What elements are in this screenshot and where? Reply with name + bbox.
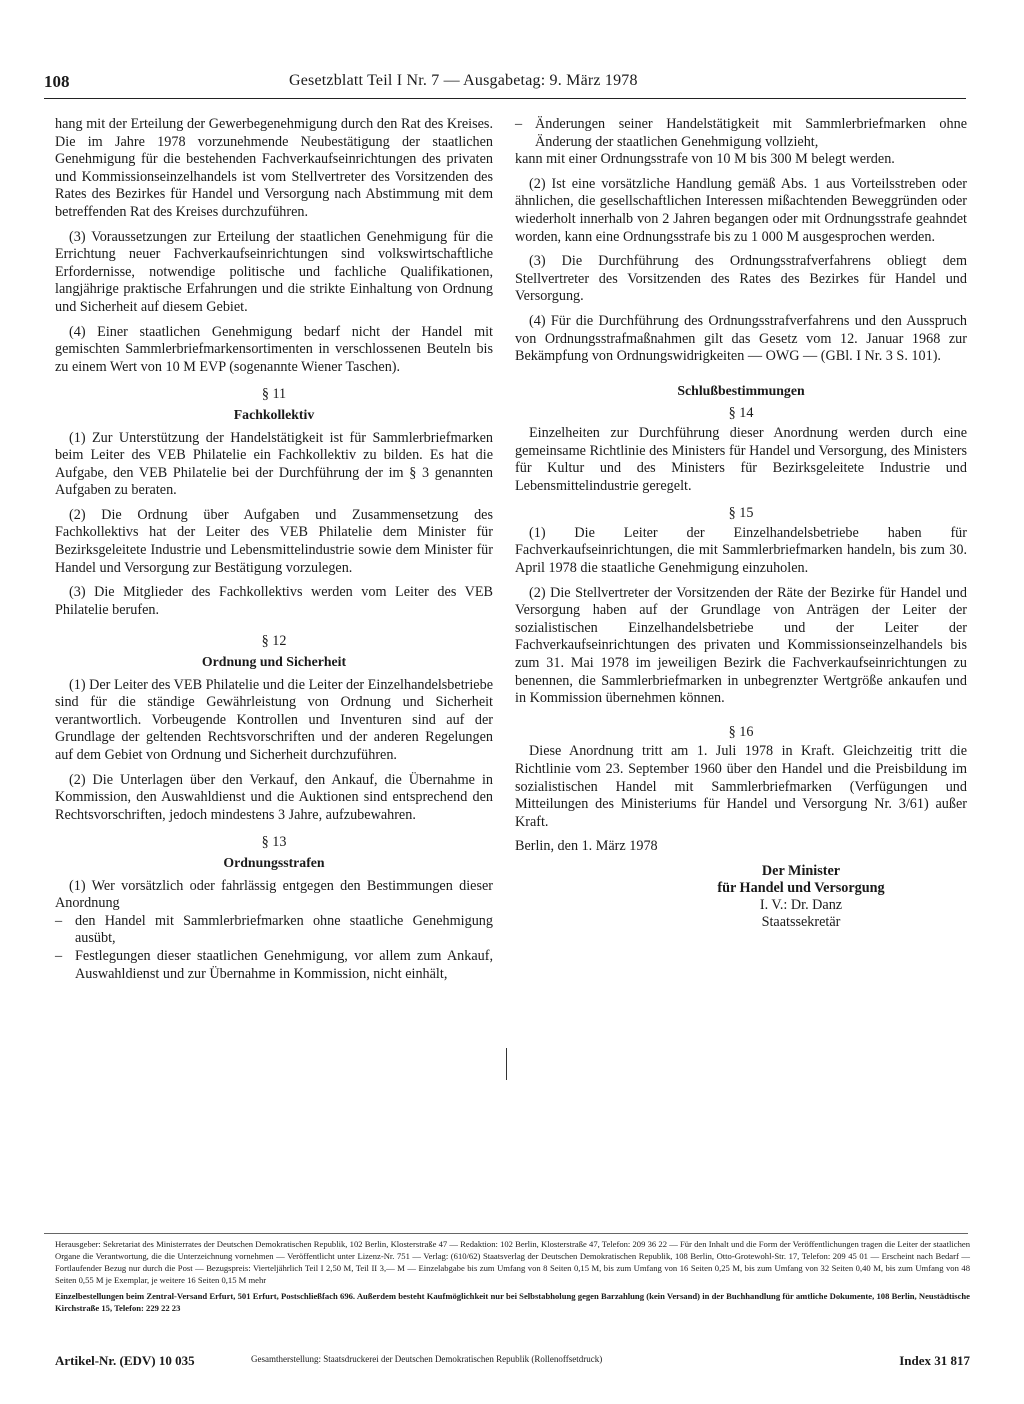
paragraph: (1) Wer vorsätzlich oder fahrlässig entgegen den Bestimmungen dieser Anordnung: [55, 877, 493, 912]
imprint: [55, 1238, 970, 1314]
signatory-role: Staatssekretär: [761, 913, 841, 930]
running-title: Gesetzblatt Teil I Nr. 7 — Ausgabetag: 9. März 1978: [289, 72, 638, 89]
paragraph: (3) Die Durchführung des Ordnungsstrafverfahrens obliegt dem Stellvertreter des Vorsitzenden des Rates des Bezirkes für Handel und Versorgung.: [515, 253, 967, 305]
section-title: Fachkollektiv: [233, 406, 315, 422]
section-number: § 13: [261, 834, 287, 851]
paragraph: kann mit einer Ordnungsstrafe von 10 M bis 300 M belegt werden.: [515, 151, 895, 168]
list-item-text: den Handel mit Sammlerbriefmarken ohne staatliche Genehmigung ausübt,: [75, 912, 493, 947]
page-number: 108: [44, 72, 70, 91]
signature-block: [635, 863, 967, 931]
article-number: Artikel-Nr. (EDV) 10 035: [55, 1353, 195, 1368]
list-item: [515, 116, 967, 151]
signatory-name: I. V.: Dr. Danz: [759, 896, 843, 913]
list-item: [55, 913, 493, 948]
footer: [55, 1353, 970, 1371]
list-item-text: Festlegungen dieser staatlichen Genehmigung, vor allem zum Ankauf, Auswahldienst und zur Übernahme in Kommission, nicht einhält,: [75, 947, 493, 982]
left-column: [55, 116, 493, 983]
list-item-text: Änderungen seiner Handelstätigkeit mit Sammlerbriefmarken ohne Änderung der staatlichen Genehmigung vollzieht,: [535, 116, 967, 150]
dash-marker: –: [515, 116, 523, 132]
paragraph: (1) Der Leiter des VEB Philatelie und die Leiter der Einzelhandelsbetriebe sind für die ständige Gewährleistung von Ordnung und Sicherheit verantwortlich. Vorbeugende Kontrollen und Inventuren sind auf der Grundlage der geltenden Rechtsvorschriften und der anderen Regelungen auf dem Gebiet von Ordnung und Sicherheit durchzuführen.: [55, 676, 493, 763]
section-title: Ordnung und Sicherheit: [201, 654, 347, 670]
signatory-title: Der Minister: [761, 862, 841, 879]
section-number: § 11: [261, 386, 287, 403]
paragraph: (1) Zur Unterstützung der Handelstätigkeit ist für Sammlerbriefmarken beim Leiter des VEB Philatelie ein Fachkollektiv zu bilden. Es hat die Aufgabe, den VEB Philatelie bei der Durchführung der im § 3 genannten Aufgaben zu beraten.: [55, 429, 493, 499]
section-title: Ordnungsstrafen: [223, 854, 325, 870]
paragraph: hang mit der Erteilung der Gewerbegenehmigung durch den Rat des Kreises. Die im Jahre 1978 vorzunehmende Neubestätigung der staatlichen Genehmigung für die bestehenden Fachverkaufseinrichtungen des privaten und Kommissionseinzelhandels ist vom Stellvertreter des Vorsitzenden des Rates des Bezirkes für Handel und Versorgung nach Abstimmung mit dem betreffenden Rat des Kreises durchzuführen.: [55, 116, 493, 220]
section-number: § 12: [261, 633, 287, 650]
paragraph: (1) Die Leiter der Einzelhandelsbetriebe haben für Fachverkaufseinrichtungen, die mit Sammlerbriefmarken handeln, bis zum 30. April 1978 die staatliche Genehmigung einzuholen.: [515, 524, 967, 577]
paragraph: (3) Die Mitglieder des Fachkollektivs werden vom Leiter des VEB Philatelie berufen.: [55, 584, 493, 618]
paragraph: (3) Voraussetzungen zur Erteilung der staatlichen Genehmigung für die Errichtung neuer Fachverkaufseinrichtungen sind volkswirtschaftliche Erfordernisse, notwendige politische und fachliche Qualifikationen, langjährige praktische Erfahrungen und die strikte Einhaltung von Ordnung und Sicherheit auf diesem Gebiet.: [55, 228, 493, 315]
paragraph: (4) Einer staatlichen Genehmigung bedarf nicht der Handel mit gemischten Sammlerbriefmarkensortimenten in verschlossenen Beuteln bis zu einem Wert von 10 M EVP (sogenannte Wiener Taschen).: [55, 323, 493, 375]
imprint-rule: [44, 1233, 968, 1234]
section-heading: Schlußbestimmungen: [677, 382, 805, 398]
paragraph: (2) Die Stellvertreter der Vorsitzenden der Räte der Bezirke für Handel und Versorgung haben auf der Grundlage von Anträgen der Leiter der sozialistischen Einzelhandelsbetriebe und der Leiter der Fachverkaufseinrichtungen des privaten und Kommissionseinzelhandels bis zum 31. Mai 1978 im jeweiligen Bezirk die Fachverkaufseinrichtungen zu benennen, die Sammlerbriefmarken in unbegrenzter Wertgröße ankaufen und in Kommission übernehmen können.: [515, 584, 967, 707]
section-number: § 14: [728, 405, 754, 422]
dash-marker: –: [55, 947, 63, 964]
section-number: § 15: [728, 505, 754, 522]
page-header: [44, 72, 966, 100]
section-number: § 16: [728, 723, 754, 740]
paragraph: (2) Die Unterlagen über den Verkauf, den Ankauf, die Übernahme in Kommission, den Auswahldienst und die Auktionen sind entsprechend den Rechtsvorschriften, jedoch mindestens 3 Jahre, aufzubewahren.: [55, 771, 493, 823]
paragraph: (4) Für die Durchführung des Ordnungsstrafverfahrens und den Ausspruch von Ordnungsstrafmaßnahmen gilt das Gesetz vom 12. Januar 1968 zur Bekämpfung von Ordnungswidrigkeiten — OWG — (GBl. I Nr. 3 S. 101).: [515, 312, 967, 365]
dash-marker: –: [55, 912, 63, 929]
paragraph: Diese Anordnung tritt am 1. Juli 1978 in Kraft. Gleichzeitig tritt die Richtlinie vom 23. September 1960 über den Handel und die Preisbildung im sozialistischen Handel mit Sammlerbriefmarken (Verfügungen und Mitteilungen des Ministeriums für Handel und Versorgung Nr. 3/61) außer Kraft.: [515, 743, 967, 830]
paragraph: (2) Die Ordnung über Aufgaben und Zusammensetzung des Fachkollektivs hat der Leiter des VEB Philatelie dem Minister für Bezirksgeleitete Industrie und Lebensmittelindustrie sowie dem Minister für Handel und Versorgung zur Bestätigung vorzulegen.: [55, 506, 493, 576]
header-rule: [44, 98, 966, 99]
right-column: [515, 116, 967, 931]
list-item: [55, 948, 493, 983]
paragraph: Einzelheiten zur Durchführung dieser Anordnung werden durch eine gemeinsame Richtlinie des Ministers für Handel und Versorgung, des Ministers für Kultur und des Ministers für Bezirksgeleitete Industrie und Lebensmittelindustrie geregelt.: [515, 424, 967, 494]
paragraph: (2) Ist eine vorsätzliche Handlung gemäß Abs. 1 aus Vorteilsstreben oder ähnlichen, die gesellschaftlichen Interessen mißachtenden Beweggründen oder wiederholt innerhalb von 2 Jahren begangen oder mit Ordnungsstrafe geahndet worden, kann eine Ordnungsstrafe bis zu 1 000 M ausgesprochen werden.: [515, 175, 967, 245]
imprint-orders: Einzelbestellungen beim Zentral-Versand Erfurt, 501 Erfurt, Postschließfach 696. Außerdem besteht Kaufmöglichkeit nur bei Selbstabholung gegen Barzahlung (kein Versand) in der Buchhandlung für amtliche Dokumente, 108 Berlin, Neustädtische Kirchstraße 15, Telefon: 229 22 23: [55, 1291, 970, 1313]
printer-note: Gesamtherstellung: Staatsdruckerei der Deutschen Demokratischen Republik (Rollenoffsetdruck): [251, 1354, 603, 1364]
column-divider: [506, 1048, 507, 1080]
signatory-ministry: für Handel und Versorgung: [717, 879, 885, 896]
imprint-publisher: Herausgeber: Sekretariat des Ministerrates der Deutschen Demokratischen Republik, 102 Berlin, Klosterstraße 47 — Redaktion: 102 Berlin, Klosterstraße 47, Telefon: 209 36 22 — Für den Inhalt und die Form der Veröffentlichungen tragen die Leiter der staatlichen Organe die Verantwortung, die die Unterzeichnung vornehmen — Veröffentlicht unter Lizenz-Nr. 751 — Verlag: (610/62) Staatsverlag der Deutschen Demokratischen Republik, 108 Berlin, Otto-Grotewohl-Str. 17, Telefon: 209 45 01 — Erscheint nach Bedarf — Fortlaufender Bezug nur durch die Post — Bezugspreis: Vierteljährlich Teil I 2,50 M, Teil II 3,— M — Einzelabgabe bis zum Umfang von 8 Seiten 0,15 M, bis zum Umfang von 16 Seiten 0,25 M, bis zum Umfang von 32 Seiten 0,40 M, bis zum Umfang von 48 Seiten 0,55 M je Exemplar, je weitere 16 Seiten 0,15 M mehr: [55, 1239, 970, 1285]
index-number: Index 31 817: [899, 1353, 970, 1368]
place-date: Berlin, den 1. März 1978: [515, 838, 658, 855]
